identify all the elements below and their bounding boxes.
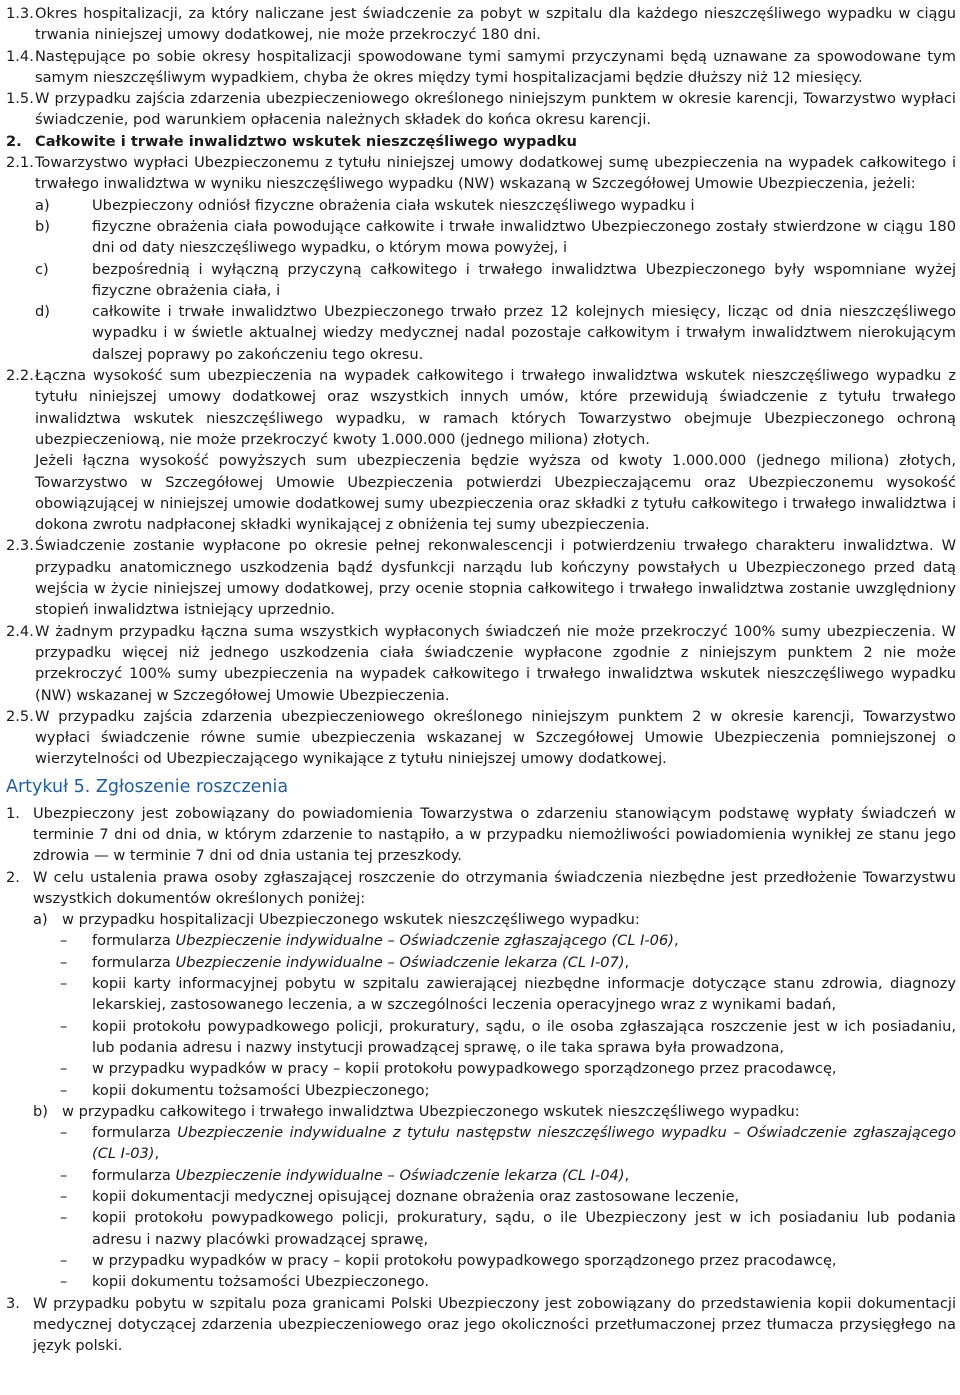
- clause-text: Świadczenie zostanie wypłacone po okresie pełnej rekonwalescencji i potwierdzeniu trwałego charakteru inwalidztwa. W przypadku anatomicznego uszkodzenia bądź dysfunkcji narządu lub kończyny powstałych u Ubezpieczonego przed datą wejścia w życie niniejszej umowy dodatkowej, przy ocenie stopnia całkowitego i trwałego inwalidztwa zostanie uwzględniony stopień inwalidztwa istniejący uprzednio.: [35, 537, 956, 619]
- dash-list-item: [6, 1080, 956, 1101]
- list-text: Ubezpieczony odniósł fizyczne obrażenia ciała wskutek nieszczęśliwego wypadku i: [92, 196, 695, 214]
- clause-number: 2.2.: [6, 367, 34, 385]
- document-page: [6, 3, 956, 1356]
- clause-2-2-continued: [6, 450, 956, 535]
- item-punctuation: ,: [673, 932, 679, 950]
- section-number: 2.: [6, 132, 22, 150]
- list-item: [6, 195, 956, 216]
- dash-list-item: [6, 930, 956, 951]
- list-item: [6, 259, 956, 302]
- clause-text: Następujące po sobie okresy hospitalizacji spowodowane tymi samymi przyczynami będą uznawane za spowodowane tym samym nieszczęśliwym wypadkiem, chyba że okres między tymi hospitalizacjami będzie dłuższy niż 12 miesięcy.: [35, 47, 956, 86]
- list-text: w przypadku hospitalizacji Ubezpieczonego wskutek nieszczęśliwego wypadku:: [62, 911, 640, 929]
- list-letter: b): [35, 217, 50, 235]
- clause-text: Towarzystwo wypłaci Ubezpieczonemu z tytułu niniejszej umowy dodatkowej sumę ubezpieczenia na wypadek całkowitego i trwałego inwalidztwa w wyniku nieszczęśliwego wypadku (NW) wskazaną w Szczegółowej Umowie Ubezpieczenia, jeżeli:: [35, 154, 956, 193]
- list-text: całkowite i trwałe inwalidztwo Ubezpieczonego trwało przez 12 kolejnych miesięcy, licząc od dnia nieszczęśliwego wypadku i w świetle aktualnej wiedzy medycznej nadal pozostaje całkowitym i trwałym inwalidztwem nierokującym dalszej poprawy po zakończeniu tego okresu.: [92, 303, 956, 363]
- clause-number: 1.4.: [6, 47, 34, 65]
- point-number: 2.: [6, 868, 20, 886]
- dash-item-text: [92, 952, 956, 973]
- list-letter: c): [35, 260, 49, 278]
- list-letter: d): [35, 303, 50, 321]
- dash-item-text: [92, 1207, 956, 1250]
- clause-text: Łączna wysokość sum ubezpieczenia na wypadek całkowitego i trwałego inwalidztwa wskutek nieszczęśliwego wypadku z tytułu niniejszej umowy dodatkowej oraz wszystkich innych umów, które przewidują świadczenie z tytułu trwałego inwalidztwa wskutek nieszczęśliwego wypadku, w ramach których Towarzystwo obejmuje Ubezpieczonego ochroną ubezpieczeniową, nie może przekroczyć kwoty 1.000.000 (jednego miliona) złotych.: [35, 367, 956, 448]
- clause-number: 2.5.: [6, 707, 34, 725]
- clause-1-3: [6, 3, 956, 46]
- dash-list-item: [6, 1058, 956, 1079]
- dash-item-text: [92, 1058, 956, 1079]
- dash-item-text: [92, 1250, 956, 1271]
- dash-list-item: [6, 1250, 956, 1271]
- dash-bullet: –: [60, 1209, 68, 1227]
- dash-bullet: –: [60, 1060, 68, 1078]
- form-name: Ubezpieczenie indywidualne z tytułu następstw nieszczęśliwego wypadku – Oświadczenie zgłaszającego (CL I-03): [92, 1124, 957, 1163]
- clause-number: 2.1.: [6, 154, 34, 172]
- list-item: [6, 216, 956, 259]
- list-a: [6, 909, 956, 930]
- dash-item-text: [92, 930, 956, 951]
- form-name: Ubezpieczenie indywidualne – Oświadczenie lekarza (CL I-04): [175, 1166, 625, 1184]
- dash-bullet: –: [60, 975, 68, 993]
- dash-bullet: –: [60, 1251, 68, 1269]
- clause-number: 1.3.: [6, 5, 34, 22]
- dash-item-text: [92, 973, 956, 1016]
- item-text: kopii karty informacyjnej pobytu w szpitalu zawierającej niezbędne informacje dotyczące stanu zdrowia, diagnozy lekarskiej, zastosowanego leczenia, a w szczególności leczenia operacyjnego wraz z wynikami badań,: [92, 975, 956, 1014]
- dash-item-text: [92, 1016, 956, 1059]
- clause-2-1: [6, 152, 956, 195]
- clause-2-2: [6, 365, 956, 450]
- clause-number: 2.4.: [6, 622, 34, 640]
- dash-item-text: [92, 1271, 956, 1292]
- item-text: w przypadku wypadków w pracy – kopii protokołu powypadkowego sporządzonego przez pracodawcę,: [92, 1251, 837, 1269]
- clause-1-4: [6, 46, 956, 89]
- clause-2-3: [6, 535, 956, 620]
- point-text: Ubezpieczony jest zobowiązany do powiadomienia Towarzystwa o zdarzeniu stanowiącym podstawę wypłaty świadczeń w terminie 7 dni od dnia, w którym zdarzenie to nastąpiło, a w przypadku niemożliwości powiadomienia wynikłej ze stanu jego zdrowia — w terminie 7 dni od dnia ustania tej przeszkody.: [33, 804, 956, 865]
- dash-list-item: [6, 1122, 956, 1165]
- item-text: kopii dokumentu tożsamości Ubezpieczonego.: [92, 1273, 429, 1291]
- dash-list-item: [6, 973, 956, 1016]
- clause-2-5: [6, 706, 956, 770]
- dash-bullet: –: [60, 1273, 68, 1291]
- dash-list-item: [6, 1271, 956, 1292]
- form-name: Ubezpieczenie indywidualne – Oświadczenie lekarza (CL I-07): [175, 953, 625, 971]
- article-5-point-1: [6, 803, 956, 867]
- clause-number: 1.5.: [6, 90, 34, 108]
- dash-list-item: [6, 1165, 956, 1186]
- dash-bullet: –: [60, 953, 68, 971]
- item-punctuation: ,: [154, 1145, 160, 1163]
- dash-list-item: [6, 1186, 956, 1207]
- article-5-heading: Artykuł 5. Zgłoszenie roszczenia: [6, 776, 289, 797]
- item-text: kopii dokumentacji medycznej opisującej doznane obrażenia oraz zastosowane leczenie,: [92, 1188, 740, 1206]
- clause-text: Okres hospitalizacji, za który naliczane jest świadczenie za pobyt w szpitalu dla każdego nieszczęśliwego wypadku w ciągu trwania niniejszej umowy dodatkowej, nie może przekroczyć 180 dni.: [35, 5, 956, 44]
- dash-bullet: –: [60, 1017, 68, 1035]
- article-5-point-2: [6, 867, 956, 910]
- clause-number: 2.3.: [6, 537, 34, 555]
- section-2-heading: [6, 131, 956, 152]
- form-name: Ubezpieczenie indywidualne – Oświadczenie zgłaszającego (CL I-06): [175, 932, 674, 950]
- clause-text: W przypadku zajścia zdarzenia ubezpieczeniowego określonego niniejszym punktem 2 w okresie karencji, Towarzystwo wypłaci świadczenie równe sumie ubezpieczenia wskazanej w Szczegółowej Umowie Ubezpieczenia pomniejszonej o wierzytelności od Ubezpieczającego wynikające z tytułu niniejszej umowy dodatkowej.: [35, 707, 956, 768]
- point-text: W przypadku pobytu w szpitalu poza granicami Polski Ubezpieczony jest zobowiązany do przedstawienia kopii dokumentacji medycznej dotyczącej zdarzenia ubezpieczeniowego oraz jego okoliczności przetłumaczonej przez tłumacza przysięgłego na język polski.: [33, 1294, 956, 1355]
- dash-list-item: [6, 1207, 956, 1250]
- item-text: w przypadku wypadków w pracy – kopii protokołu powypadkowego sporządzonego przez pracodawcę,: [92, 1060, 837, 1078]
- dash-bullet: –: [60, 1124, 68, 1142]
- item-text: kopii protokołu powypadkowego policji, prokuratury, sądu, o ile Ubezpieczony jest w ich posiadaniu lub podania adresu i nazwy placówki prowadzącej sprawę,: [92, 1209, 956, 1248]
- list-item: [6, 301, 956, 365]
- item-punctuation: ,: [624, 953, 630, 971]
- clause-text: Jeżeli łączna wysokość powyższych sum ubezpieczenia będzie wyższa od kwoty 1.000.000 (jednego miliona) złotych, Towarzystwo w Szczegółowej Umowie Ubezpieczenia potwierdzi Ubezpieczającemu oraz Ubezpieczonemu wysokość obowiązującej w niniejszej umowie dodatkowej sumy ubezpieczenia oraz składki z tytułu całkowitego i trwałego inwalidztwa i dokona zwrotu nadpłaconej składki wynikającej z obniżenia tej sumy ubezpieczenia.: [35, 452, 956, 534]
- item-text: kopii protokołu powypadkowego policji, prokuratury, sądu, o ile osoba zgłaszająca roszczenie jest w ich posiadaniu, lub podania adresu i nazwy instytucji prowadzącej sprawę, o ile taka sprawa była prowadzona,: [92, 1017, 956, 1056]
- point-number: 3.: [6, 1294, 20, 1312]
- item-text: kopii dokumentu tożsamości Ubezpieczonego;: [92, 1081, 430, 1099]
- list-text: bezpośrednią i wyłączną przyczyną całkowitego i trwałego inwalidztwa Ubezpieczonego były wspomniane wyżej fizyczne obrażenia ciała, i: [92, 260, 956, 299]
- item-text: formularza: [92, 932, 176, 950]
- dash-list-item: [6, 1016, 956, 1059]
- clause-2-4: [6, 621, 956, 706]
- point-number: 1.: [6, 804, 20, 822]
- clause-text: W żadnym przypadku łączna suma wszystkich wypłaconych świadczeń nie może przekroczyć 100% sumy ubezpieczenia. W przypadku więcej niż jednego uszkodzenia ciała świadczenie wypłacone zgodnie z niniejszym punktem 2 nie może przekroczyć 100% sumy ubezpieczenia na wypadek całkowitego i trwałego inwalidztwa wskutek nieszczęśliwego wypadku (NW) wskazanej w Szczegółowej Umowie Ubezpieczenia.: [35, 622, 956, 704]
- dash-item-text: [92, 1080, 956, 1101]
- dash-item-text: [92, 1186, 956, 1207]
- list-letter: a): [35, 196, 50, 214]
- list-b: [6, 1101, 956, 1122]
- list-letter: a): [33, 911, 48, 929]
- article-5-point-3: [6, 1293, 956, 1357]
- list-letter: b): [33, 1102, 48, 1120]
- item-punctuation: ,: [624, 1166, 630, 1184]
- section-title: Całkowite i trwałe inwalidztwo wskutek nieszczęśliwego wypadku: [35, 132, 577, 150]
- item-text: formularza: [92, 953, 176, 971]
- dash-bullet: –: [60, 932, 68, 950]
- dash-bullet: –: [60, 1188, 68, 1206]
- dash-list-item: [6, 952, 956, 973]
- clause-text: W przypadku zajścia zdarzenia ubezpieczeniowego określonego niniejszym punktem w okresie karencji, Towarzystwo wypłaci świadczenie, pod warunkiem opłacenia należnych składek do końca okresu karencji.: [35, 90, 956, 129]
- dash-item-text: [92, 1122, 956, 1165]
- list-text: w przypadku całkowitego i trwałego inwalidztwa Ubezpieczonego wskutek nieszczęśliwego wypadku:: [62, 1102, 800, 1120]
- dash-bullet: –: [60, 1166, 68, 1184]
- clause-1-5: [6, 88, 956, 131]
- item-text: formularza: [92, 1166, 176, 1184]
- point-text: W celu ustalenia prawa osoby zgłaszającej roszczenie do otrzymania świadczenia niezbędne jest przedłożenie Towarzystwu wszystkich dokumentów określonych poniżej:: [33, 868, 956, 907]
- item-text: formularza: [92, 1124, 178, 1142]
- dash-bullet: –: [60, 1081, 68, 1099]
- list-text: fizyczne obrażenia ciała powodujące całkowite i trwałe inwalidztwo Ubezpieczonego zostały stwierdzone w ciągu 180 dni od daty nieszczęśliwego wypadku, o którym mowa powyżej, i: [92, 217, 956, 257]
- dash-item-text: [92, 1165, 956, 1186]
